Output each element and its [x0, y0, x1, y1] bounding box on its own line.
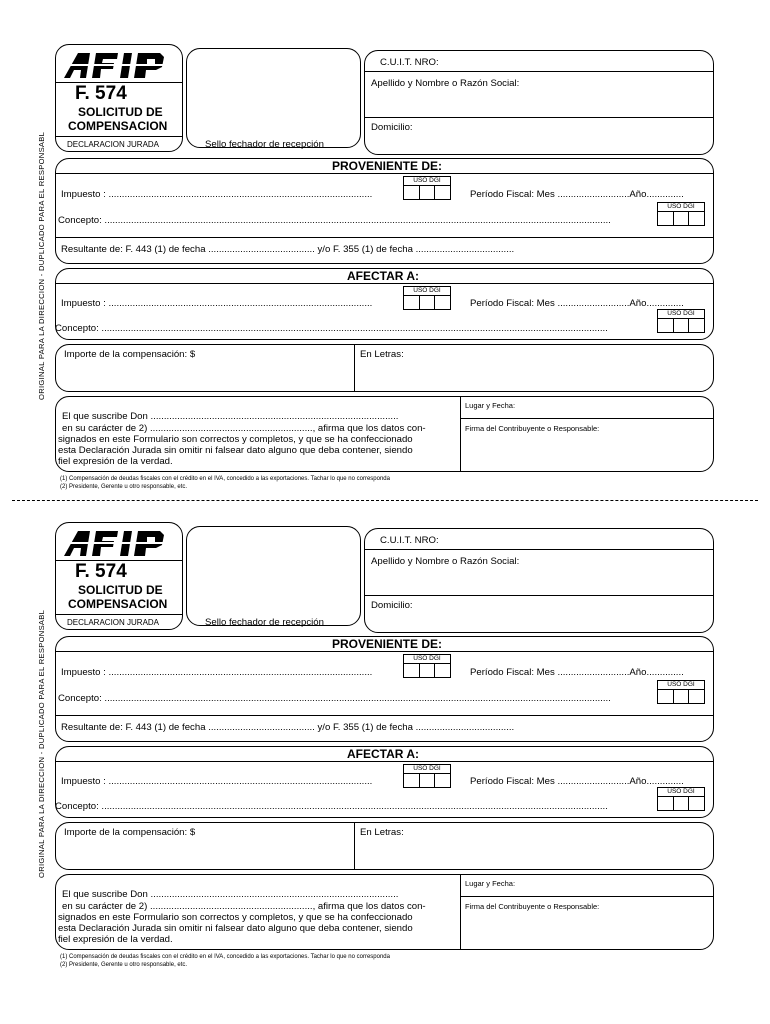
declaration-text-5: fiel expresión de la verdad. — [58, 456, 173, 467]
address-label: Domicilio: — [371, 122, 413, 133]
uso-dgi-box: USO DGI — [403, 286, 451, 310]
form-copy-original — [0, 0, 770, 490]
lugar-fecha-label: Lugar y Fecha: — [465, 401, 516, 410]
form-title-1: SOLICITUD DE — [78, 583, 163, 597]
declaration-text-4: esta Declaración Jurada sin omitir ni falsear dato alguno que deba contener, siendo — [58, 445, 413, 456]
periodo-field[interactable]: Período Fiscal: Mes ...........................Año.............. — [470, 189, 684, 200]
footnote-1: (1) Compensación de deudas fiscales con el crédito en el IVA, concedido a las exportaciones. Tachar lo que no corresponda — [60, 954, 390, 960]
uso-dgi-box: USO DGI — [657, 309, 705, 333]
afectar-title: AFECTAR A: — [347, 747, 419, 761]
afip-logo — [60, 528, 178, 558]
proveniente-title: PROVENIENTE DE: — [332, 637, 443, 651]
periodo-field[interactable]: Período Fiscal: Mes ...........................Año.............. — [470, 776, 684, 787]
form-title-1: SOLICITUD DE — [78, 105, 163, 119]
cuit-label: C.U.I.T. NRO: — [380, 57, 439, 68]
address-label: Domicilio: — [371, 600, 413, 611]
stamp-label: Sello fechador de recepción — [205, 139, 324, 150]
stamp-label: Sello fechador de recepción — [205, 617, 324, 628]
importe-label: Importe de la compensación: $ — [64, 827, 196, 838]
concepto-field[interactable]: Concepto: .............................................................................................................................................................................................. — [55, 801, 608, 812]
firma-label: Firma del Contribuyente o Responsable: — [465, 424, 600, 433]
en-letras-label: En Letras: — [360, 827, 404, 838]
declaracion-jurada: DECLARACION JURADA — [67, 140, 160, 149]
uso-dgi-box: USO DGI — [403, 764, 451, 788]
declaration-text-2: en su carácter de 2) ............................................................., afirma que los datos con- — [62, 423, 426, 434]
lugar-fecha-label: Lugar y Fecha: — [465, 879, 516, 888]
impuesto-field[interactable]: Impuesto : ................................................................................................... — [61, 667, 373, 678]
declaration-text-4: esta Declaración Jurada sin omitir ni falsear dato alguno que deba contener, siendo — [58, 923, 413, 934]
form-title-2: COMPENSACION — [68, 597, 168, 611]
uso-dgi-box: USO DGI — [657, 680, 705, 704]
declaration-text-1: El que suscribe Don ............................................................................................. — [62, 411, 399, 422]
footnote-2: (2) Presidente, Gerente u otro responsable, etc. — [60, 962, 188, 968]
uso-dgi-box: USO DGI — [403, 176, 451, 200]
impuesto-field[interactable]: Impuesto : ................................................................................................... — [61, 298, 373, 309]
form-title-2: COMPENSACION — [68, 119, 168, 133]
afip-logo — [60, 50, 178, 80]
stamp-box — [186, 526, 361, 626]
cuit-label: C.U.I.T. NRO: — [380, 535, 439, 546]
uso-dgi-box: USO DGI — [403, 654, 451, 678]
uso-dgi-box: USO DGI — [657, 787, 705, 811]
concepto-field[interactable]: Concepto: .............................................................................................................................................................................................. — [58, 215, 611, 226]
impuesto-field[interactable]: Impuesto : ................................................................................................... — [61, 189, 373, 200]
name-label: Apellido y Nombre o Razón Social: — [371, 556, 520, 567]
proveniente-title: PROVENIENTE DE: — [332, 159, 443, 173]
concepto-field[interactable]: Concepto: .............................................................................................................................................................................................. — [58, 693, 611, 704]
en-letras-label: En Letras: — [360, 349, 404, 360]
periodo-field[interactable]: Período Fiscal: Mes ...........................Año.............. — [470, 667, 684, 678]
declaration-text-2: en su carácter de 2) ............................................................., afirma que los datos con- — [62, 901, 426, 912]
form-number: F. 574 — [75, 83, 127, 104]
concepto-field[interactable]: Concepto: .............................................................................................................................................................................................. — [55, 323, 608, 334]
form-number: F. 574 — [75, 561, 127, 582]
declaration-text-5: fiel expresión de la verdad. — [58, 934, 173, 945]
footnote-2: (2) Presidente, Gerente u otro responsable, etc. — [60, 484, 188, 490]
resultante-field[interactable]: Resultante de: F. 443 (1) de fecha ........................................ y/o F. 355 (1) de fecha ..................................... — [61, 244, 515, 255]
afectar-title: AFECTAR A: — [347, 269, 419, 283]
side-label: ORIGINAL PARA LA DIRECCION - DUPLICADO PARA EL RESPONSABL — [37, 609, 46, 878]
impuesto-field[interactable]: Impuesto : ................................................................................................... — [61, 776, 373, 787]
footnote-1: (1) Compensación de deudas fiscales con el crédito en el IVA, concedido a las exportaciones. Tachar lo que no corresponda — [60, 476, 390, 482]
declaration-text-3: signados en este Formulario son correctos y completos, y que se ha confeccionado — [58, 434, 413, 445]
importe-label: Importe de la compensación: $ — [64, 349, 196, 360]
form-copy-duplicate — [0, 478, 770, 968]
firma-label: Firma del Contribuyente o Responsable: — [465, 902, 600, 911]
resultante-field[interactable]: Resultante de: F. 443 (1) de fecha ........................................ y/o F. 355 (1) de fecha ..................................... — [61, 722, 515, 733]
declaration-text-3: signados en este Formulario son correctos y completos, y que se ha confeccionado — [58, 912, 413, 923]
periodo-field[interactable]: Período Fiscal: Mes ...........................Año.............. — [470, 298, 684, 309]
declaracion-jurada: DECLARACION JURADA — [67, 618, 160, 627]
stamp-box — [186, 48, 361, 148]
side-label: ORIGINAL PARA LA DIRECCION - DUPLICADO PARA EL RESPONSABL — [37, 131, 46, 400]
declaration-text-1: El que suscribe Don ............................................................................................. — [62, 889, 399, 900]
uso-dgi-box: USO DGI — [657, 202, 705, 226]
name-label: Apellido y Nombre o Razón Social: — [371, 78, 520, 89]
